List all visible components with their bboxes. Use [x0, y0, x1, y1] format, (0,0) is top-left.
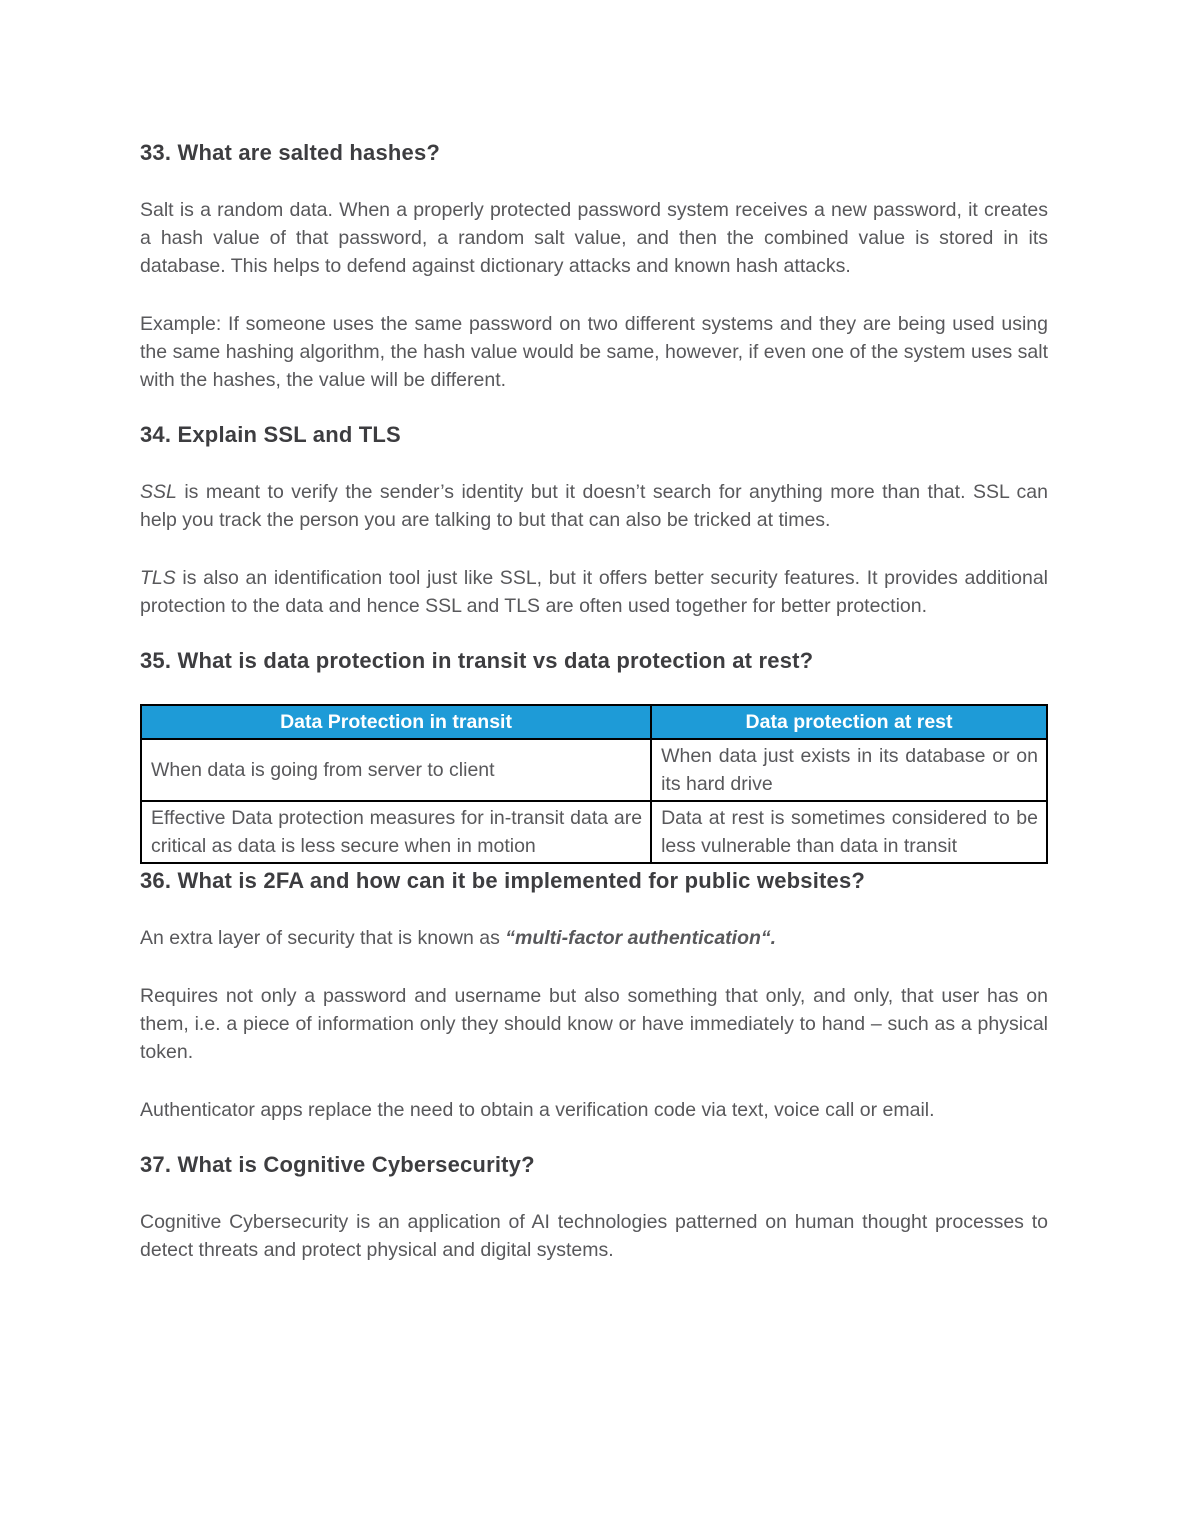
- tls-term: TLS: [140, 567, 176, 589]
- question-34-paragraph-1: [140, 478, 1048, 534]
- table-header-in-transit: Data Protection in transit: [141, 705, 651, 739]
- table-row: [141, 739, 1047, 801]
- question-36-paragraph-3: Authenticator apps replace the need to obtain a verification code via text, voice call or email.: [140, 1099, 935, 1121]
- ssl-term: SSL: [140, 481, 177, 503]
- table-header-at-rest: Data protection at rest: [651, 705, 1047, 739]
- question-37-paragraph-1: Cognitive Cybersecurity is an application of AI technologies patterned on human thought processes to detect threats and protect physical and digital systems.: [140, 1211, 1048, 1261]
- question-34-paragraph-2-text: is also an identification tool just like SSL, but it offers better security features. It provides additional protection to the data and hence SSL and TLS are often used together for better protection.: [140, 567, 1048, 617]
- table-cell-rest-detail: Data at rest is sometimes considered to be less vulnerable than data in transit: [651, 801, 1047, 863]
- question-36-heading: 36. What is 2FA and how can it be implemented for public websites?: [140, 868, 866, 893]
- question-33-paragraph-1: Salt is a random data. When a properly protected password system receives a new password, it creates a hash value of that password, a random salt value, and then the combined value is stored in its database. This helps to defend against dictionary attacks and known hash attacks.: [140, 199, 1048, 277]
- question-35-heading: 35. What is data protection in transit vs data protection at rest?: [140, 648, 814, 673]
- question-37-heading: 37. What is Cognitive Cybersecurity?: [140, 1152, 535, 1177]
- table-cell-transit-detail: Effective Data protection measures for in-transit data are critical as data is less secure when in motion: [141, 801, 651, 863]
- question-34-paragraph-2: [140, 564, 1048, 620]
- document-page: [140, 140, 1048, 1264]
- table-cell-rest-definition: When data just exists in its database or on its hard drive: [651, 739, 1047, 801]
- question-33-paragraph-2: Example: If someone uses the same password on two different systems and they are being used using the same hashing algorithm, the hash value would be same, however, if even one of the system uses salt with the hashes, the value will be different.: [140, 313, 1048, 391]
- question-34-heading: 34. Explain SSL and TLS: [140, 422, 401, 447]
- table-row: [141, 801, 1047, 863]
- question-33-heading: 33. What are salted hashes?: [140, 140, 441, 165]
- multi-factor-authentication-term: “multi-factor authentication“.: [505, 927, 777, 949]
- question-36-paragraph-1: [140, 924, 1048, 952]
- question-36-paragraph-2: Requires not only a password and username but also something that only, and only, that user has on them, i.e. a piece of information only they should know or have immediately to hand – such as a physical token.: [140, 985, 1048, 1063]
- table-header-row: [141, 705, 1047, 739]
- question-36-paragraph-1-text: An extra layer of security that is known as: [140, 927, 506, 949]
- table-cell-transit-definition: When data is going from server to client: [141, 739, 651, 801]
- question-34-paragraph-1-text: is meant to verify the sender’s identity but it doesn’t search for anything more than that. SSL can help you track the person you are talking to but that can also be tricked at times.: [140, 481, 1048, 531]
- data-protection-comparison-table: [140, 704, 1048, 864]
